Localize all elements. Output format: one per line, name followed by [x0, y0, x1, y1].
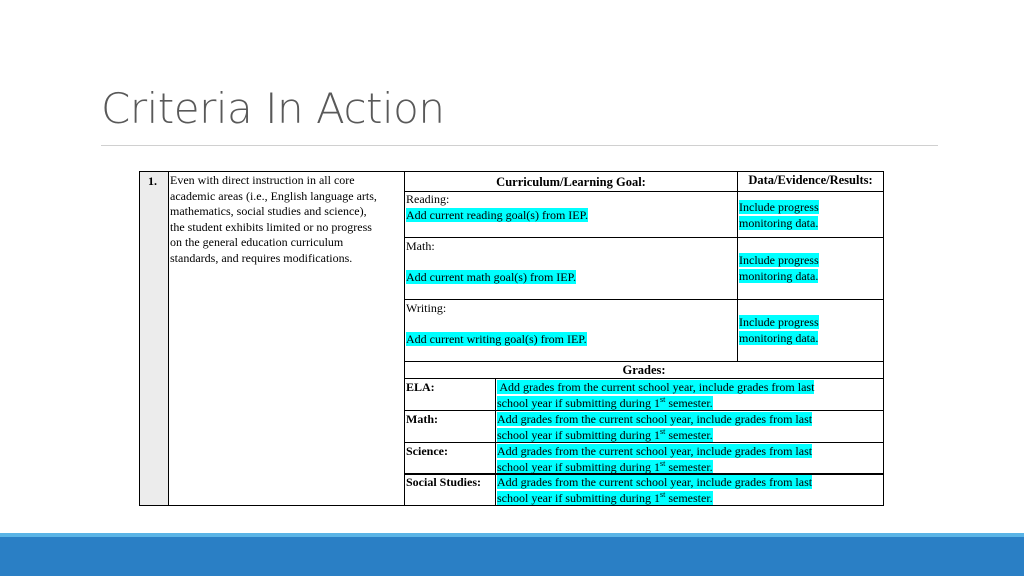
grade-line: Add grades from the current school year, include grades from last — [497, 444, 813, 458]
slide-title: Criteria In Action — [101, 84, 445, 133]
data-column-header: Data/Evidence/Results: — [737, 171, 884, 192]
data-text: monitoring data. — [739, 268, 819, 283]
grades-header: Grades: — [404, 361, 884, 379]
goal-column-header: Curriculum/Learning Goal: — [404, 171, 738, 192]
criterion-line: mathematics, social studies and science), — [170, 204, 367, 219]
goal-cell-writing — [404, 299, 738, 362]
goal-text: Add current reading goal(s) from IEP. — [406, 207, 588, 222]
grade-text-science — [495, 442, 884, 475]
criterion-line: on the general education curriculum — [170, 235, 344, 250]
data-text: Include progress — [739, 253, 819, 267]
grade-line: school year if submitting during 1st semester. — [497, 458, 713, 474]
grade-label-social-studies: Social Studies: — [404, 473, 496, 506]
goal-label: Writing: — [406, 301, 447, 315]
grade-line: Add grades from the current school year, include grades from last — [497, 475, 813, 489]
criterion-line: standards, and requires modifications. — [170, 250, 353, 265]
goal-cell-reading — [404, 191, 738, 238]
footer-bar — [0, 537, 1024, 576]
criterion-description — [168, 171, 405, 506]
data-text: monitoring data. — [739, 215, 819, 230]
goal-text: Add current math goal(s) from IEP. — [406, 269, 576, 284]
data-text: monitoring data. — [739, 330, 819, 345]
grade-label-science: Science: — [404, 442, 496, 475]
grade-label-math: Math: — [404, 410, 496, 443]
grade-label-ela: ELA: — [404, 378, 496, 411]
grade-line: school year if submitting during 1st semester. — [497, 394, 713, 410]
criterion-line: Even with direct instruction in all core — [170, 173, 355, 187]
goal-text: Add current writing goal(s) from IEP. — [406, 331, 587, 346]
criterion-number: 1. — [139, 171, 169, 506]
criterion-line: the student exhibits limited or no progress — [170, 219, 372, 234]
data-cell-math — [737, 237, 884, 300]
data-cell-reading — [737, 191, 884, 238]
grade-line: school year if submitting during 1st semester. — [497, 426, 713, 442]
grade-text-math — [495, 410, 884, 443]
criteria-document — [139, 171, 884, 506]
grade-line: school year if submitting during 1st semester. — [497, 489, 713, 505]
grade-line: Add grades from the current school year, include grades from last — [497, 380, 815, 394]
data-cell-writing — [737, 299, 884, 362]
goal-label: Reading: — [406, 192, 450, 206]
goal-label: Math: — [406, 239, 435, 253]
criterion-line: academic areas (i.e., English language arts, — [170, 188, 377, 203]
data-text: Include progress — [739, 200, 819, 214]
data-text: Include progress — [739, 315, 819, 329]
grade-text-social-studies — [495, 473, 884, 506]
grade-line: Add grades from the current school year, include grades from last — [497, 412, 813, 426]
goal-cell-math — [404, 237, 738, 300]
grade-text-ela — [495, 378, 884, 411]
title-divider — [101, 145, 938, 146]
